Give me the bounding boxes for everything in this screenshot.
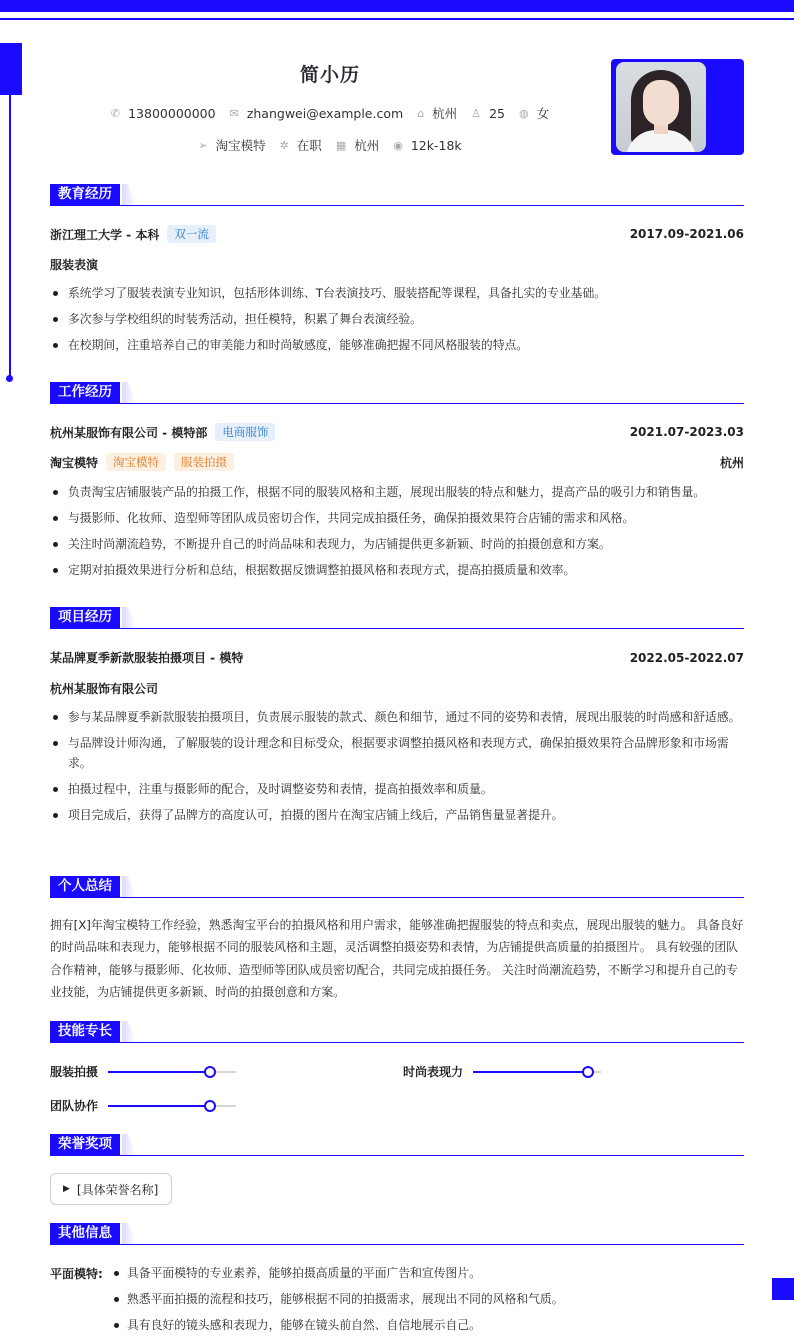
info-text: 女 (536, 106, 550, 121)
info-item (471, 106, 505, 121)
gender-icon: ◍ (518, 106, 529, 120)
skill-item (50, 1063, 236, 1080)
skill-fill (108, 1105, 210, 1107)
list-item: 具备平面模特的专业素养，能够拍摄高质量的平面广告和宣传图片。 (112, 1263, 742, 1283)
left-accent-tab (0, 43, 22, 95)
info-text: 淘宝模特 (215, 138, 266, 153)
section-project (50, 607, 744, 629)
section-label-skills: 技能专长 (50, 1021, 120, 1042)
skill-slider (473, 1071, 601, 1073)
section-other (50, 1223, 744, 1245)
info-text: 在职 (296, 138, 322, 153)
resume-name: 简小历 (299, 64, 360, 86)
list-item: 拍摄过程中，注重与摄影师的配合，及时调整姿势和表情，提高拍摄效率和质量。 (50, 779, 744, 799)
work-tag-2: 服装拍摄 (174, 453, 234, 471)
info-text: 12k-18k (410, 137, 462, 153)
other-label: 平面模特: (50, 1267, 103, 1281)
info-item (393, 138, 461, 153)
project-company: 杭州某服饰有限公司 (50, 682, 159, 696)
list-item: 定期对拍摄效果进行分析和总结，根据数据反馈调整拍摄风格和表现方式，提高拍摄质量和效率。 (50, 560, 744, 580)
section-label-education: 教育经历 (50, 184, 120, 205)
building-icon: ▦ (335, 138, 347, 152)
skill-item (50, 1097, 236, 1114)
section-honors (50, 1134, 744, 1156)
education-school: 浙江理工大学 - 本科 (50, 227, 160, 242)
education-bullets (50, 283, 744, 361)
list-item: 与品牌设计师沟通，了解服装的设计理念和目标受众，根据要求调整拍摄风格和表现方式，确保拍摄效果符合品牌形象和市场需求。 (50, 733, 744, 773)
skill-name: 团队协作 (50, 1099, 99, 1113)
info-text: 13800000000 (128, 105, 216, 121)
work-tag: 电商服饰 (215, 423, 275, 441)
project-date: 2022.05-2022.07 (629, 650, 744, 665)
skill-knob (582, 1066, 594, 1078)
left-accent-dot (6, 375, 13, 382)
phone-icon: ✆ (110, 106, 121, 120)
info-item (519, 104, 549, 122)
skill-fill (473, 1071, 588, 1073)
list-item: 负责淘宝店铺服装产品的拍摄工作，根据不同的服装风格和主题，展现出服装的特点和魅力，提高产品的吸引力和销售量。 (50, 482, 744, 502)
age-icon: ♙ (471, 106, 482, 120)
info-item (280, 136, 322, 154)
skill-name: 时尚表现力 (403, 1065, 464, 1079)
project-title: 某品牌夏季新款服装拍摄项目 - 模特 (50, 651, 244, 665)
send-icon: ➢ (198, 138, 208, 152)
top-accent-line (0, 18, 794, 20)
list-item: 关注时尚潮流趋势，不断提升自己的时尚品味和表现力，为店铺提供更多新颖、时尚的拍摄创意和方案。 (50, 534, 744, 554)
info-text: 25 (489, 105, 505, 121)
section-label-honors: 荣誉奖项 (50, 1134, 120, 1155)
skill-knob (204, 1100, 216, 1112)
list-item: 项目完成后，获得了品牌方的高度认可，拍摄的图片在淘宝店铺上线后，产品销售量显著提升。 (50, 805, 744, 825)
work-position-row (50, 453, 744, 471)
list-item: 系统学习了服装表演专业知识，包括形体训练、T台表演技巧、服装搭配等课程，具备扎实的专业基础。 (50, 283, 744, 303)
avatar (616, 62, 706, 152)
right-accent-square (772, 1278, 794, 1300)
info-item (111, 106, 216, 121)
education-major: 服装表演 (50, 258, 99, 272)
list-item: 与摄影师、化妆师、造型师等团队成员密切合作，共同完成拍摄任务，确保拍摄效果符合店铺的需求和风格。 (50, 508, 744, 528)
project-row (50, 649, 744, 666)
left-accent-line (9, 95, 11, 377)
skill-knob (204, 1066, 216, 1078)
work-tag-1: 淘宝模特 (106, 453, 166, 471)
skill-fill (108, 1071, 210, 1073)
education-row (50, 225, 744, 243)
list-item: 在校期间，注重培养自己的审美能力和时尚敏感度，能够准确把握不同风格服装的特点。 (50, 335, 744, 355)
work-row (50, 423, 744, 441)
section-label-summary: 个人总结 (50, 876, 120, 897)
section-label-other: 其他信息 (50, 1223, 120, 1244)
home-icon: ⌂ (417, 106, 425, 120)
education-tag: 双一流 (167, 225, 216, 243)
top-accent-bar (0, 0, 794, 12)
list-item: 参与某品牌夏季新款服装拍摄项目，负责展示服装的款式、颜色和细节，通过不同的姿势和表情，展现出服装的时尚感和舒适感。 (50, 707, 744, 727)
resume-header (50, 55, 610, 154)
skill-slider (108, 1071, 236, 1073)
section-label-work: 工作经历 (50, 382, 120, 403)
info-item (198, 136, 265, 154)
job-info-row (50, 136, 610, 154)
skill-name: 服装拍摄 (50, 1065, 99, 1079)
salary-icon: ◉ (393, 138, 403, 152)
list-item: 具有良好的镜头感和表现力，能够在镜头前自然、自信地展示自己。 (112, 1315, 742, 1335)
summary-text: 拥有[X]年淘宝模特工作经验，熟悉淘宝平台的拍摄风格和用户需求，能够准确把握服装的特点和卖点，展现出服装的魅力。 具备良好的时尚品味和表现力，能够根据不同的服装风格和主题，灵活调整拍摄姿势和表情，为店铺提供高质量的拍摄图片。 具有较强的团队合作精神，能够与摄影师、化妆师、造型师等团队成员密切配合，共同完成拍摄任务。 关注时尚潮流趋势，不断学习和提升自己的专业技能，为店铺提供更多新颖、时尚的拍摄创意和方案。 (50, 918, 744, 1000)
project-bullets (50, 707, 744, 831)
photo-frame (611, 59, 744, 155)
section-work (50, 382, 744, 404)
other-bullets (112, 1263, 742, 1341)
mail-icon: ✉ (229, 106, 239, 120)
work-city: 杭州 (719, 455, 744, 470)
section-skills (50, 1021, 744, 1043)
info-text: zhangwei@example.com (246, 105, 404, 121)
skill-slider (108, 1105, 236, 1107)
work-date: 2021.07-2023.03 (629, 425, 744, 439)
honor-toggle-button[interactable] (50, 1173, 172, 1205)
info-text: 杭州 (432, 106, 458, 121)
section-education (50, 184, 744, 206)
info-text: 杭州 (354, 138, 380, 153)
list-item: 熟悉平面拍摄的流程和技巧，能够根据不同的拍摄需求，展现出不同的风格和气质。 (112, 1289, 742, 1309)
caret-right-icon: ▶ (63, 1184, 70, 1194)
list-item: 多次参与学校组织的时装秀活动，担任模特，积累了舞台表演经验。 (50, 309, 744, 329)
info-item (417, 104, 457, 122)
status-icon: ✲ (279, 138, 289, 152)
info-item (230, 106, 404, 121)
skill-item (403, 1063, 601, 1080)
honor-item: [具体荣誉名称] (76, 1182, 159, 1197)
info-item (336, 136, 379, 154)
work-bullets (50, 482, 744, 586)
work-position: 淘宝模特 (50, 455, 99, 470)
section-summary (50, 876, 744, 898)
education-date: 2017.09-2021.06 (629, 227, 744, 241)
contact-info-row (50, 104, 610, 122)
work-company: 杭州某服饰有限公司 - 模特部 (50, 425, 208, 440)
section-label-project: 项目经历 (50, 607, 120, 628)
